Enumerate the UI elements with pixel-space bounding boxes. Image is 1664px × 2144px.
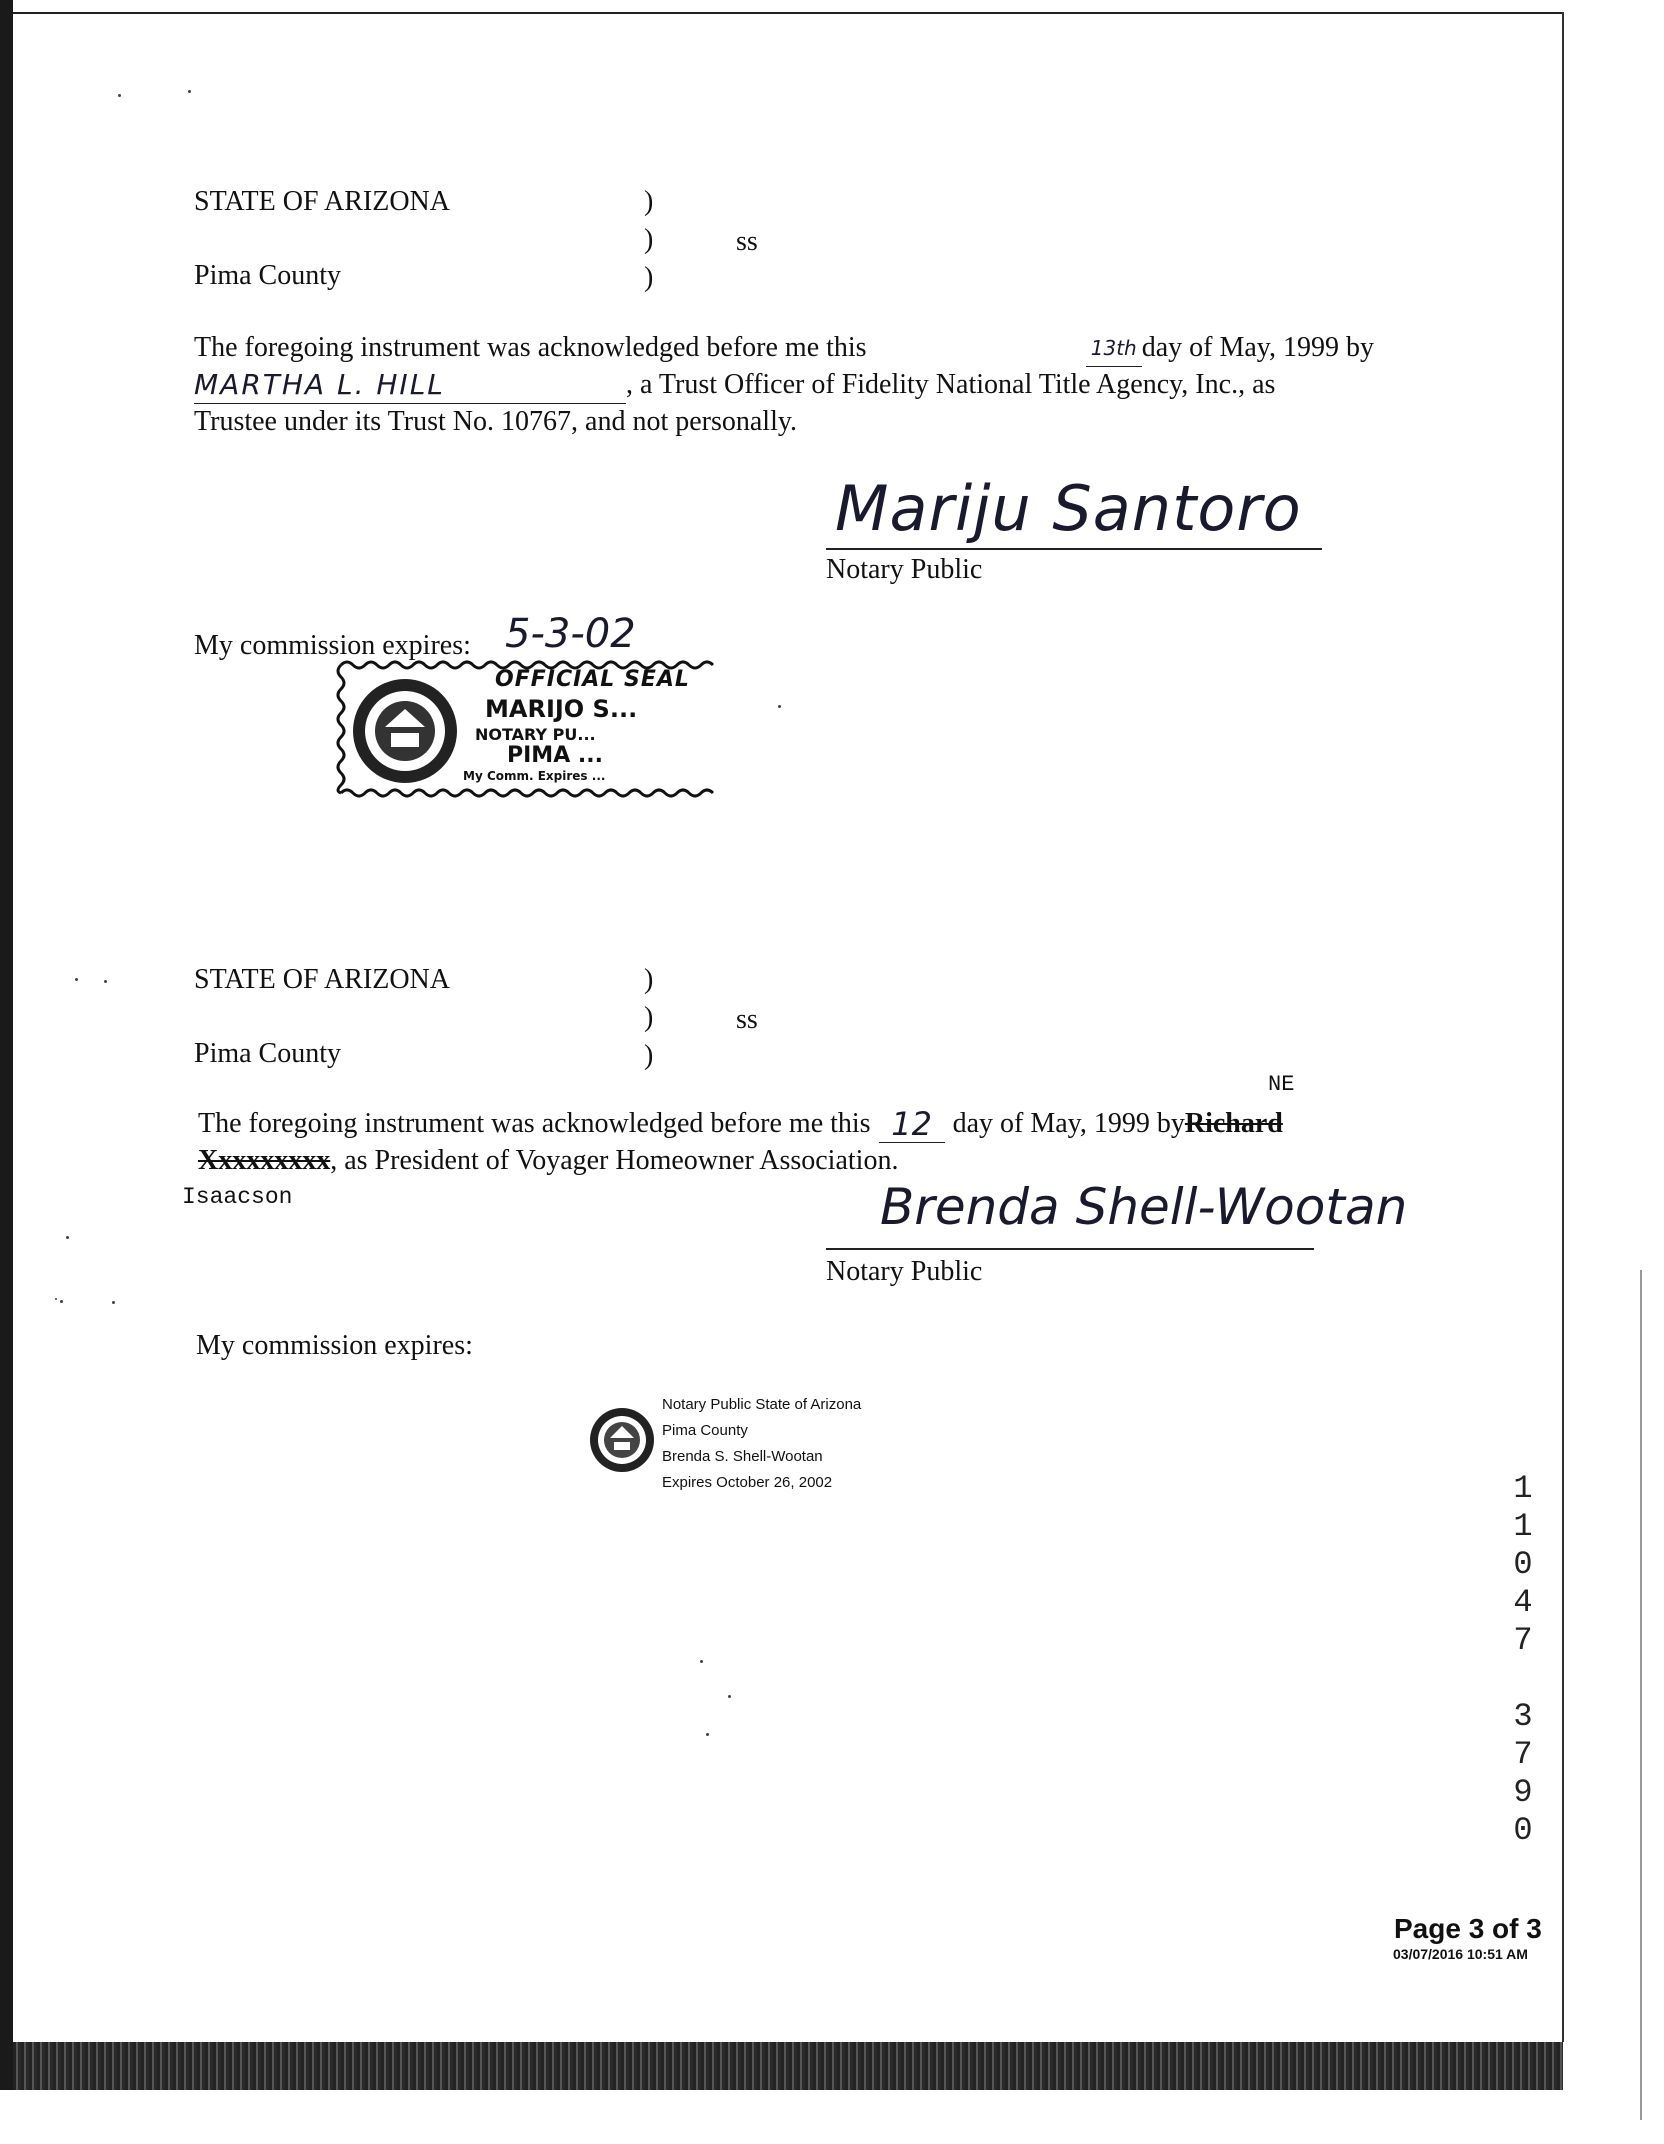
scan-edge-left <box>0 0 13 2090</box>
ack-text-1a: The foregoing instrument was acknowledged before me this <box>194 332 867 363</box>
recording-number <box>1508 1470 1538 1850</box>
struck-name-first: Richard <box>1184 1108 1283 1139</box>
scan-speck <box>188 90 191 93</box>
seal-text-expires: My Comm. Expires ... <box>463 769 606 783</box>
scan-edge-bottom <box>13 2042 1563 2090</box>
scan-speck <box>60 1300 63 1303</box>
recording-digit: 7 <box>1513 1622 1533 1659</box>
seal-text-notary: NOTARY PU... <box>475 725 596 744</box>
struck-name-last: Xxxxxxxxx <box>198 1145 331 1176</box>
ack-text-1c: , a Trust Officer of Fidelity National Title Agency, Inc., as <box>626 369 1276 400</box>
signature-line-2 <box>826 1248 1314 1250</box>
ss-label-1: ss <box>736 226 758 257</box>
recording-digit: 0 <box>1513 1812 1533 1849</box>
ack-text-1b: day of May, 1999 by <box>1141 332 1374 363</box>
stamp-line-name: Brenda S. Shell-Wootan <box>662 1448 823 1465</box>
stamp-line-title: Notary Public State of Arizona <box>662 1396 862 1413</box>
ack-day-handwritten-1: 13th <box>1086 330 1142 367</box>
scan-speck <box>700 1660 703 1663</box>
notary-stamp <box>588 1392 928 1492</box>
page-number: Page 3 of 3 <box>1394 1913 1542 1944</box>
scan-speck <box>706 1733 709 1736</box>
venue-paren: ) <box>644 262 654 293</box>
scan-speck <box>112 1301 115 1304</box>
ack-text-2b: day of May, 1999 by <box>952 1108 1185 1139</box>
scan-edge-top <box>13 12 1563 14</box>
official-seal-stamp <box>335 655 720 803</box>
county-heading-1: Pima County <box>194 260 342 291</box>
scan-speck <box>75 978 78 981</box>
commission-expires-label-2: My commission expires: <box>196 1330 473 1361</box>
seal-text-name: MARIJO S... <box>485 695 638 723</box>
seal-text-title: OFFICIAL SEAL <box>495 667 690 692</box>
ack-day-handwritten-2: 12 <box>879 1106 945 1143</box>
commission-expires-label-1: My commission expires: <box>194 630 471 661</box>
scan-speck <box>66 1236 69 1239</box>
stamp-line-county: Pima County <box>662 1422 748 1439</box>
recording-digit: 1 <box>1513 1470 1533 1507</box>
venue-paren: ) <box>644 964 654 995</box>
scan-speck <box>55 1298 57 1300</box>
state-seal-icon <box>588 1400 658 1480</box>
typed-insert-isaacson: Isaacson <box>182 1184 293 1210</box>
ack-text-2a: The foregoing instrument was acknowledged before me this <box>198 1108 871 1139</box>
scan-speck <box>118 94 121 97</box>
signature-line-1 <box>826 548 1322 550</box>
scan-edge-right-outer <box>1640 1270 1642 2120</box>
recording-digit-gap <box>1508 1660 1538 1698</box>
recording-digit: 7 <box>1513 1736 1533 1773</box>
notary-signature-1: Mariju Santoro <box>835 472 1302 545</box>
recording-digit: 0 <box>1513 1546 1533 1583</box>
recording-digit: 3 <box>1513 1698 1533 1735</box>
ack-text-1d: Trustee under its Trust No. 10767, and not personally. <box>194 406 798 437</box>
commission-date-handwritten: 5-3-02 <box>505 611 636 657</box>
venue-paren: ) <box>644 1002 654 1033</box>
venue-paren: ) <box>644 186 654 217</box>
stamp-line-expires: Expires October 26, 2002 <box>662 1474 833 1491</box>
scan-edge-right <box>1562 12 1564 2042</box>
scan-speck <box>778 705 781 708</box>
scan-speck <box>104 980 107 983</box>
ss-label-2: ss <box>736 1004 758 1035</box>
print-timestamp: 03/07/2016 10:51 AM <box>1393 1946 1528 1962</box>
state-heading-2: STATE OF ARIZONA <box>194 964 450 995</box>
notary-signature-2: Brenda Shell-Wootan <box>880 1178 1408 1236</box>
ack-text-2c: , as President of Voyager Homeowner Association. <box>330 1145 899 1176</box>
recording-digit: 4 <box>1513 1584 1533 1621</box>
ack-name-handwritten-1: MARTHA L. HILL <box>194 367 626 404</box>
notary-public-label-1: Notary Public <box>826 554 983 585</box>
acknowledgment-paragraph-2 <box>198 1106 1378 1179</box>
recording-digit: 1 <box>1513 1508 1533 1545</box>
venue-paren: ) <box>644 1040 654 1071</box>
typed-insert-ne: NE <box>1268 1072 1295 1097</box>
acknowledgment-paragraph-1 <box>194 330 1374 440</box>
venue-paren: ) <box>644 224 654 255</box>
seal-text-county: PIMA ... <box>507 743 603 768</box>
county-heading-2: Pima County <box>194 1038 342 1069</box>
scan-speck <box>728 1695 731 1698</box>
notary-public-label-2: Notary Public <box>826 1256 983 1287</box>
recording-digit: 9 <box>1513 1774 1533 1811</box>
state-heading-1: STATE OF ARIZONA <box>194 186 450 217</box>
